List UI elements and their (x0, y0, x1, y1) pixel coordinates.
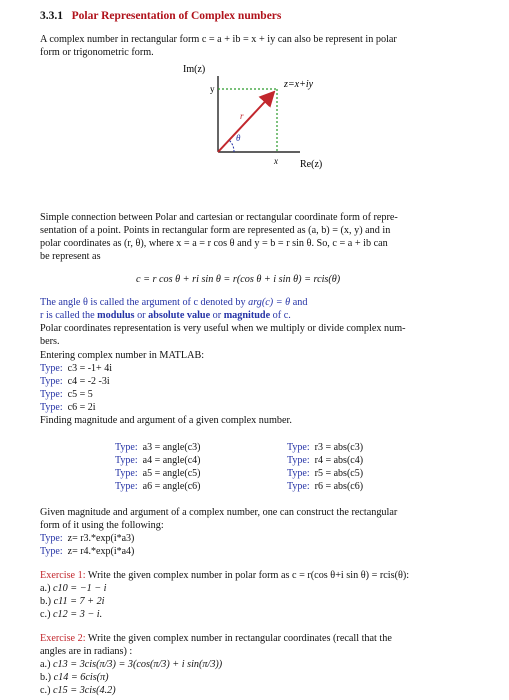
item-number: b.) (40, 596, 52, 607)
exercise-1-item (40, 582, 106, 595)
angle-entry-row (115, 480, 200, 493)
item-number: b.) (40, 672, 52, 683)
exercise-2-item (40, 671, 109, 684)
item-number: a.) (40, 659, 51, 670)
exercise-1-text: Write the given complex number in polar form as c = r(cos θ+i sin θ) = rcis(θ): (85, 570, 410, 581)
argument-line-mid: arg(c) = θ (248, 297, 291, 308)
argument-line-pre: The angle θ is called the argument of c denoted by (40, 297, 249, 308)
type-keyword: Type: (40, 389, 63, 400)
para3-line-1: Given magnitude and argument of a complex number, one can construct the rectangular (40, 507, 398, 518)
item-number: a.) (40, 583, 51, 594)
abs-entry-row (287, 467, 363, 480)
type-keyword: Type: (115, 442, 138, 453)
matlab-entry-row (40, 362, 112, 375)
para1-line-3: polar coordinates as (r, θ), where x = a = r cos θ and y = b = r sin θ. So, c = a + ib can (40, 238, 388, 249)
section-heading (40, 10, 281, 22)
argument-line-post: and (290, 297, 308, 308)
r-label: r (240, 111, 244, 121)
exercise-2-text-line-2: angles are in radians) : (40, 646, 133, 657)
matlab-entry-row (40, 401, 96, 414)
matlab-entry-row (40, 388, 93, 401)
matlab-entry-row (40, 375, 110, 388)
angle-entry: a5 = angle(c5) (142, 468, 201, 479)
complex-plane-figure (170, 62, 340, 174)
type-keyword: Type: (115, 481, 138, 492)
matlab-intro: Entering complex number in MATLAB: (40, 350, 205, 361)
item-value: c11 = 7 + 2i (53, 596, 105, 607)
section-number: 3.3.1 (40, 10, 63, 22)
section-title: Polar Representation of Complex numbers (71, 10, 282, 22)
type-keyword: Type: (40, 533, 63, 544)
para3-line-2: form of it using the following: (40, 520, 164, 531)
modulus-vector (218, 92, 274, 152)
re-axis-label: Re(z) (300, 159, 323, 170)
para1-line-4: be represent as (40, 251, 101, 262)
point-label: z=x+iy (284, 79, 314, 90)
type-keyword: Type: (287, 442, 310, 453)
exercise-2-label: Exercise 2: (40, 633, 86, 644)
polar-equation: c = r cos θ + ri sin θ = r(cos θ + i sin θ) = rcis(θ) (136, 274, 341, 285)
abs-entry-row (287, 454, 363, 467)
item-number: c.) (40, 685, 51, 696)
magnitude-intro: Finding magnitude and argument of a given complex number. (40, 415, 292, 426)
exercise-1-heading (40, 569, 409, 582)
para1-line-2: sentation of a point. Points in rectangular form are represented as (a, b) = (x, y) and in (40, 225, 391, 236)
abs-entry-row (287, 441, 363, 454)
abs-entry: r5 = abs(c5) (314, 468, 364, 479)
angle-entry-row (115, 454, 200, 467)
intro-line-1: A complex number in rectangular form c = a + ib = x + iy can also be represent in polar (40, 34, 397, 45)
para2-line-2: bers. (40, 336, 60, 347)
modulus-term: modulus (97, 310, 135, 321)
type-keyword: Type: (115, 468, 138, 479)
im-axis-label: Im(z) (183, 64, 206, 75)
abs-entry: r3 = abs(c3) (314, 442, 364, 453)
para1-line-1: Simple connection between Polar and cartesian or rectangular coordinate form of repre- (40, 212, 398, 223)
angle-entry-row (115, 467, 200, 480)
modulus-line (40, 309, 291, 322)
exp-entry: z= r4.*exp(i*a4) (67, 546, 135, 557)
x-label: x (274, 156, 278, 166)
type-keyword: Type: (287, 455, 310, 466)
type-keyword: Type: (287, 481, 310, 492)
para2-line-1: Polar coordinates representation is very useful when we multiply or divide complex num- (40, 323, 406, 334)
absolute-value-term: absolute value (148, 310, 211, 321)
item-value: c14 = 6cis(π) (53, 672, 109, 683)
type-keyword: Type: (40, 546, 63, 557)
theta-arc (229, 140, 234, 152)
type-keyword: Type: (115, 455, 138, 466)
modulus-line-pre: r is called the (40, 310, 98, 321)
abs-entry: r6 = abs(c6) (314, 481, 364, 492)
item-value: c13 = 3cis(π/3) = 3(cos(π/3) + i sin(π/3)) (53, 659, 223, 670)
exercise-1-label: Exercise 1: (40, 570, 86, 581)
y-label: y (210, 84, 215, 94)
intro-line-2: form or trigonometric form. (40, 47, 154, 58)
modulus-or-1: or (134, 310, 149, 321)
angle-entry-row (115, 441, 200, 454)
type-keyword: Type: (40, 402, 63, 413)
matlab-entry: c4 = -2 -3i (67, 376, 110, 387)
theta-label: θ (236, 133, 241, 143)
type-keyword: Type: (40, 363, 63, 374)
exercise-1-item (40, 595, 105, 608)
item-value: c10 = −1 − i (53, 583, 107, 594)
exercise-1-item (40, 608, 102, 621)
angle-entry: a6 = angle(c6) (142, 481, 201, 492)
argument-line (40, 296, 307, 309)
modulus-or-2: or (210, 310, 224, 321)
matlab-entry: c5 = 5 (67, 389, 93, 400)
type-keyword: Type: (40, 376, 63, 387)
exp-entry-row (40, 545, 134, 558)
exercise-2-item (40, 658, 222, 671)
item-value: c12 = 3 − i. (53, 609, 103, 620)
abs-entry: r4 = abs(c4) (314, 455, 364, 466)
exp-entry: z= r3.*exp(i*a3) (67, 533, 135, 544)
matlab-entry: c6 = 2i (67, 402, 96, 413)
exercise-2-item (40, 684, 116, 697)
item-number: c.) (40, 609, 51, 620)
exercise-2-heading (40, 632, 392, 645)
matlab-entry: c3 = -1+ 4i (67, 363, 112, 374)
angle-entry: a4 = angle(c4) (142, 455, 201, 466)
magnitude-term: magnitude (223, 310, 271, 321)
exp-entry-row (40, 532, 134, 545)
item-value: c15 = 3cis(4.2) (53, 685, 116, 696)
angle-entry: a3 = angle(c3) (142, 442, 201, 453)
abs-entry-row (287, 480, 363, 493)
type-keyword: Type: (287, 468, 310, 479)
modulus-line-post: of c. (270, 310, 291, 321)
exercise-2-text: Write the given complex number in rectangular coordinates (recall that the (85, 633, 392, 644)
